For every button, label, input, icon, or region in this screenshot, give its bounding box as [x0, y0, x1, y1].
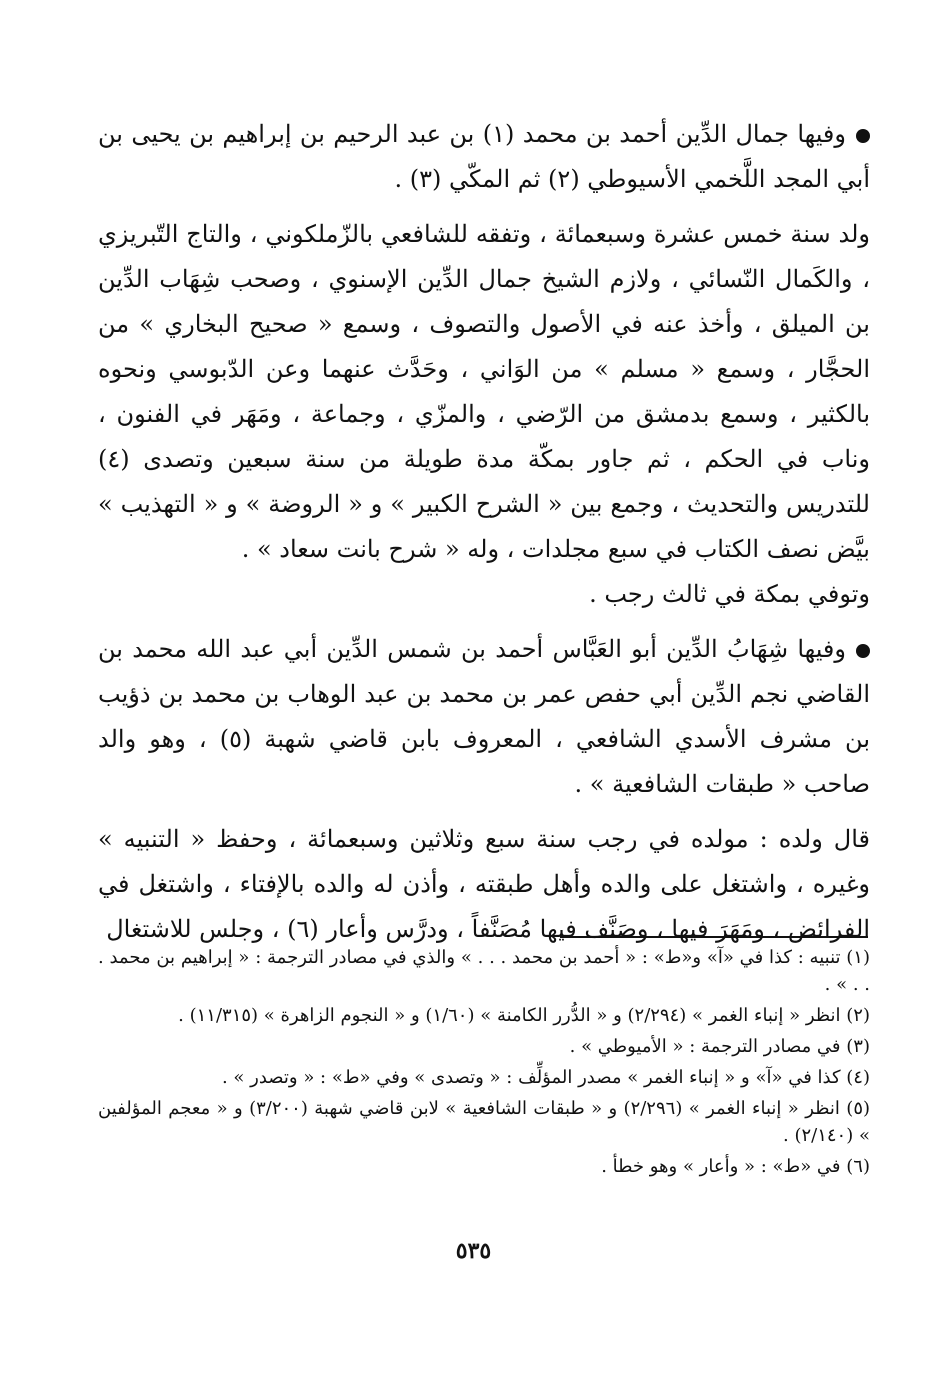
bullet-icon	[856, 644, 870, 658]
biography-paragraph-3	[98, 572, 870, 617]
footnotes	[98, 944, 870, 1184]
footnote-divider	[560, 936, 868, 938]
page-number: ٥٣٥	[455, 1238, 492, 1264]
bullet-icon	[856, 129, 870, 143]
footnote-3: (٣) في مصادر الترجمة : « الأميوطي » .	[569, 1036, 870, 1057]
footnote-4: (٤) كذا في «آ» و « إنباء الغمر » مصدر المؤلِّف : « وتصدى » وفي «ط» : « وتصدر » .	[221, 1067, 870, 1088]
footnote-5: (٥) انظر « إنباء الغمر » (٢/٢٩٦) و « طبقات الشافعية » لابن قاضي شهبة (٣/٢٠٠) و « معجم المؤلفين » (٢/١٤٠) .	[98, 1098, 871, 1146]
paragraph-text: وفيها جمال الدِّين أحمد بن محمد (١) بن عبد الرحيم بن إبراهيم بن يحيى بن أبي المجد اللَّخمي الأسيوطي (٢) ثم المكّي (٣) .	[98, 120, 870, 193]
paragraph-text: ولد سنة خمس عشرة وسبعمائة ، وتفقه للشافعي بالزّملكوني ، والتاج التّبريزي ، والكَمال النّسائي ، ولازم الشيخ جمال الدِّين الإسنوي ، وصحب شِهَاب الدِّين بن الميلق ، وأخذ عنه في الأصول والتصوف ، وسمع « صحيح البخاري » من الحجَّار ، وسمع « مسلم » من الوَاني ، وحَدَّث عنهما وعن الدّبوسي ونحوه بالكثير ، وسمع بدمشق من الرّضي ، والمزّي ، وجماعة ، ومَهَر في الفنون ، وناب في الحكم ، ثم جاور بمكّة مدة طويلة من سنة سبعين وتصدى (٤) للتدريس والتحديث ، وجمع بين « الشرح الكبير » و « الروضة » و « التهذيب » بيَّض نصف الكتاب في سبع مجلدات ، وله « شرح بانت سعاد » .	[98, 220, 870, 563]
paragraph-text: وفيها شِهَابُ الدِّين أبو العَبَّاس أحمد بن شمس الدِّين أبي عبد الله محمد بن القاضي نجم الدِّين أبي حفص عمر بن محمد بن عبد الوهاب بن محمد بن ذؤيب بن مشرف الأسدي الشافعي ، المعروف بابن قاضي شهبة (٥) ، وهو والد صاحب « طبقات الشافعية » .	[98, 635, 870, 798]
footnote-2: (٢) انظر « إنباء الغمر » (٢/٢٩٤) و « الدُّرر الكامنة » (١/٦٠) و « النجوم الزاهرة » (١١/٣١٥) .	[178, 1005, 870, 1026]
biography-paragraph-2	[98, 212, 870, 572]
biography-paragraph-1	[98, 112, 870, 202]
biography-paragraph-5	[98, 817, 870, 952]
footnote-6: (٦) في «ط» : « وأعار » وهو خطأ .	[601, 1156, 870, 1177]
footnote-1: (١) تنبيه : كذا في «آ» و«ط» : « أحمد بن محمد . . . » والذي في مصادر الترجمة : « إبراهيم بن محمد . . . » .	[98, 947, 870, 995]
paragraph-text: قال ولده : مولده في رجب سنة سبع وثلاثين وسبعمائة ، وحفظ « التنبيه » وغيره ، واشتغل على والده وأهل طبقته ، وأذن له والده بالإفتاء ، واشتغل في الفرائض ، ومَهَرَ فيها ، وصَنَّف فيها مُصَنَّفاً ، ودرَّس وأعار (٦) ، وجلس للاشتغال	[98, 825, 870, 943]
biography-paragraph-4	[98, 627, 870, 807]
main-text	[98, 112, 870, 952]
paragraph-text: وتوفي بمكة في ثالث رجب .	[589, 580, 870, 608]
